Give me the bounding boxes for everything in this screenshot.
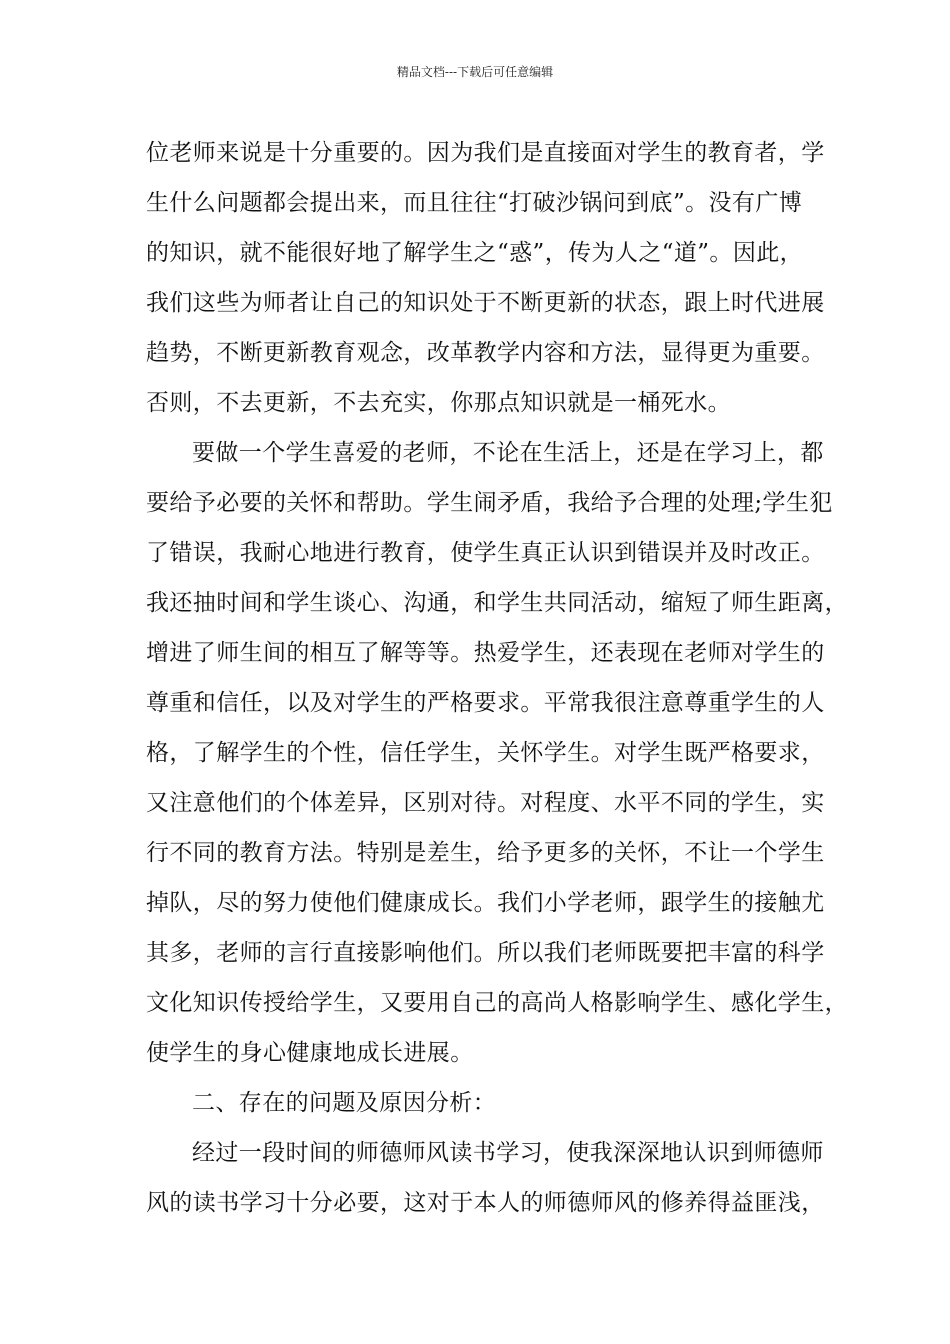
text-line: 趋势，不断更新教育观念，改革教学内容和方法，显得更为重要。 — [146, 340, 825, 366]
text-line: 风的读书学习十分必要，这对于本人的师德师风的修养得益匪浅， — [146, 1190, 825, 1216]
text-line: 要给予必要的关怀和帮助。学生闹矛盾，我给予合理的处理;学生犯 — [146, 490, 833, 516]
text-line: 二、存在的问题及原因分析： — [192, 1090, 497, 1116]
page-header: 精品文档---下载后可任意编辑 — [396, 65, 554, 79]
text-line: 行不同的教育方法。特别是差生，给予更多的关怀，不让一个学生 — [146, 840, 825, 866]
text-line: 掉队，尽的努力使他们健康成长。我们小学老师，跟学生的接触尤 — [146, 890, 825, 916]
text-line: 经过一段时间的师德师风读书学习，使我深深地认识到师德师 — [192, 1140, 824, 1166]
text-line: 否则，不去更新，不去充实，你那点知识就是一桶死水。 — [146, 390, 731, 416]
document-body — [146, 128, 848, 1228]
text-line: 又注意他们的个体差异，区别对待。对程度、水平不同的学生，实 — [146, 790, 825, 816]
text-line: 要做一个学生喜爱的老师，不论在生活上，还是在学习上，都 — [192, 440, 824, 466]
text-line: 尊重和信任，以及对学生的严格要求。平常我很注意尊重学生的人 — [146, 690, 825, 716]
text-line: 增进了师生间的相互了解等等。热爱学生，还表现在老师对学生的 — [146, 640, 825, 666]
text-line: 的知识，就不能很好地了解学生之“惑”，传为人之“道”。因此， — [146, 240, 804, 266]
text-line: 其多，老师的言行直接影响他们。所以我们老师既要把丰富的科学 — [146, 940, 825, 966]
text-line: 使学生的身心健康地成长进展。 — [146, 1040, 474, 1066]
text-line: 位老师来说是十分重要的。因为我们是直接面对学生的教育者，学 — [146, 140, 825, 166]
text-line: 我还抽时间和学生谈心、沟通，和学生共同活动，缩短了师生距离， — [146, 590, 848, 616]
text-line: 格，了解学生的个性，信任学生，关怀学生。对学生既严格要求， — [146, 740, 825, 766]
text-line: 了错误，我耐心地进行教育，使学生真正认识到错误并及时改正。 — [146, 540, 825, 566]
text-line: 文化知识传授给学生，又要用自己的高尚人格影响学生、感化学生， — [146, 990, 848, 1016]
text-line: 我们这些为师者让自己的知识处于不断更新的状态，跟上时代进展 — [146, 290, 825, 316]
text-line: 生什么问题都会提出来，而且往往“打破沙锅问到底”。没有广博 — [146, 190, 803, 216]
